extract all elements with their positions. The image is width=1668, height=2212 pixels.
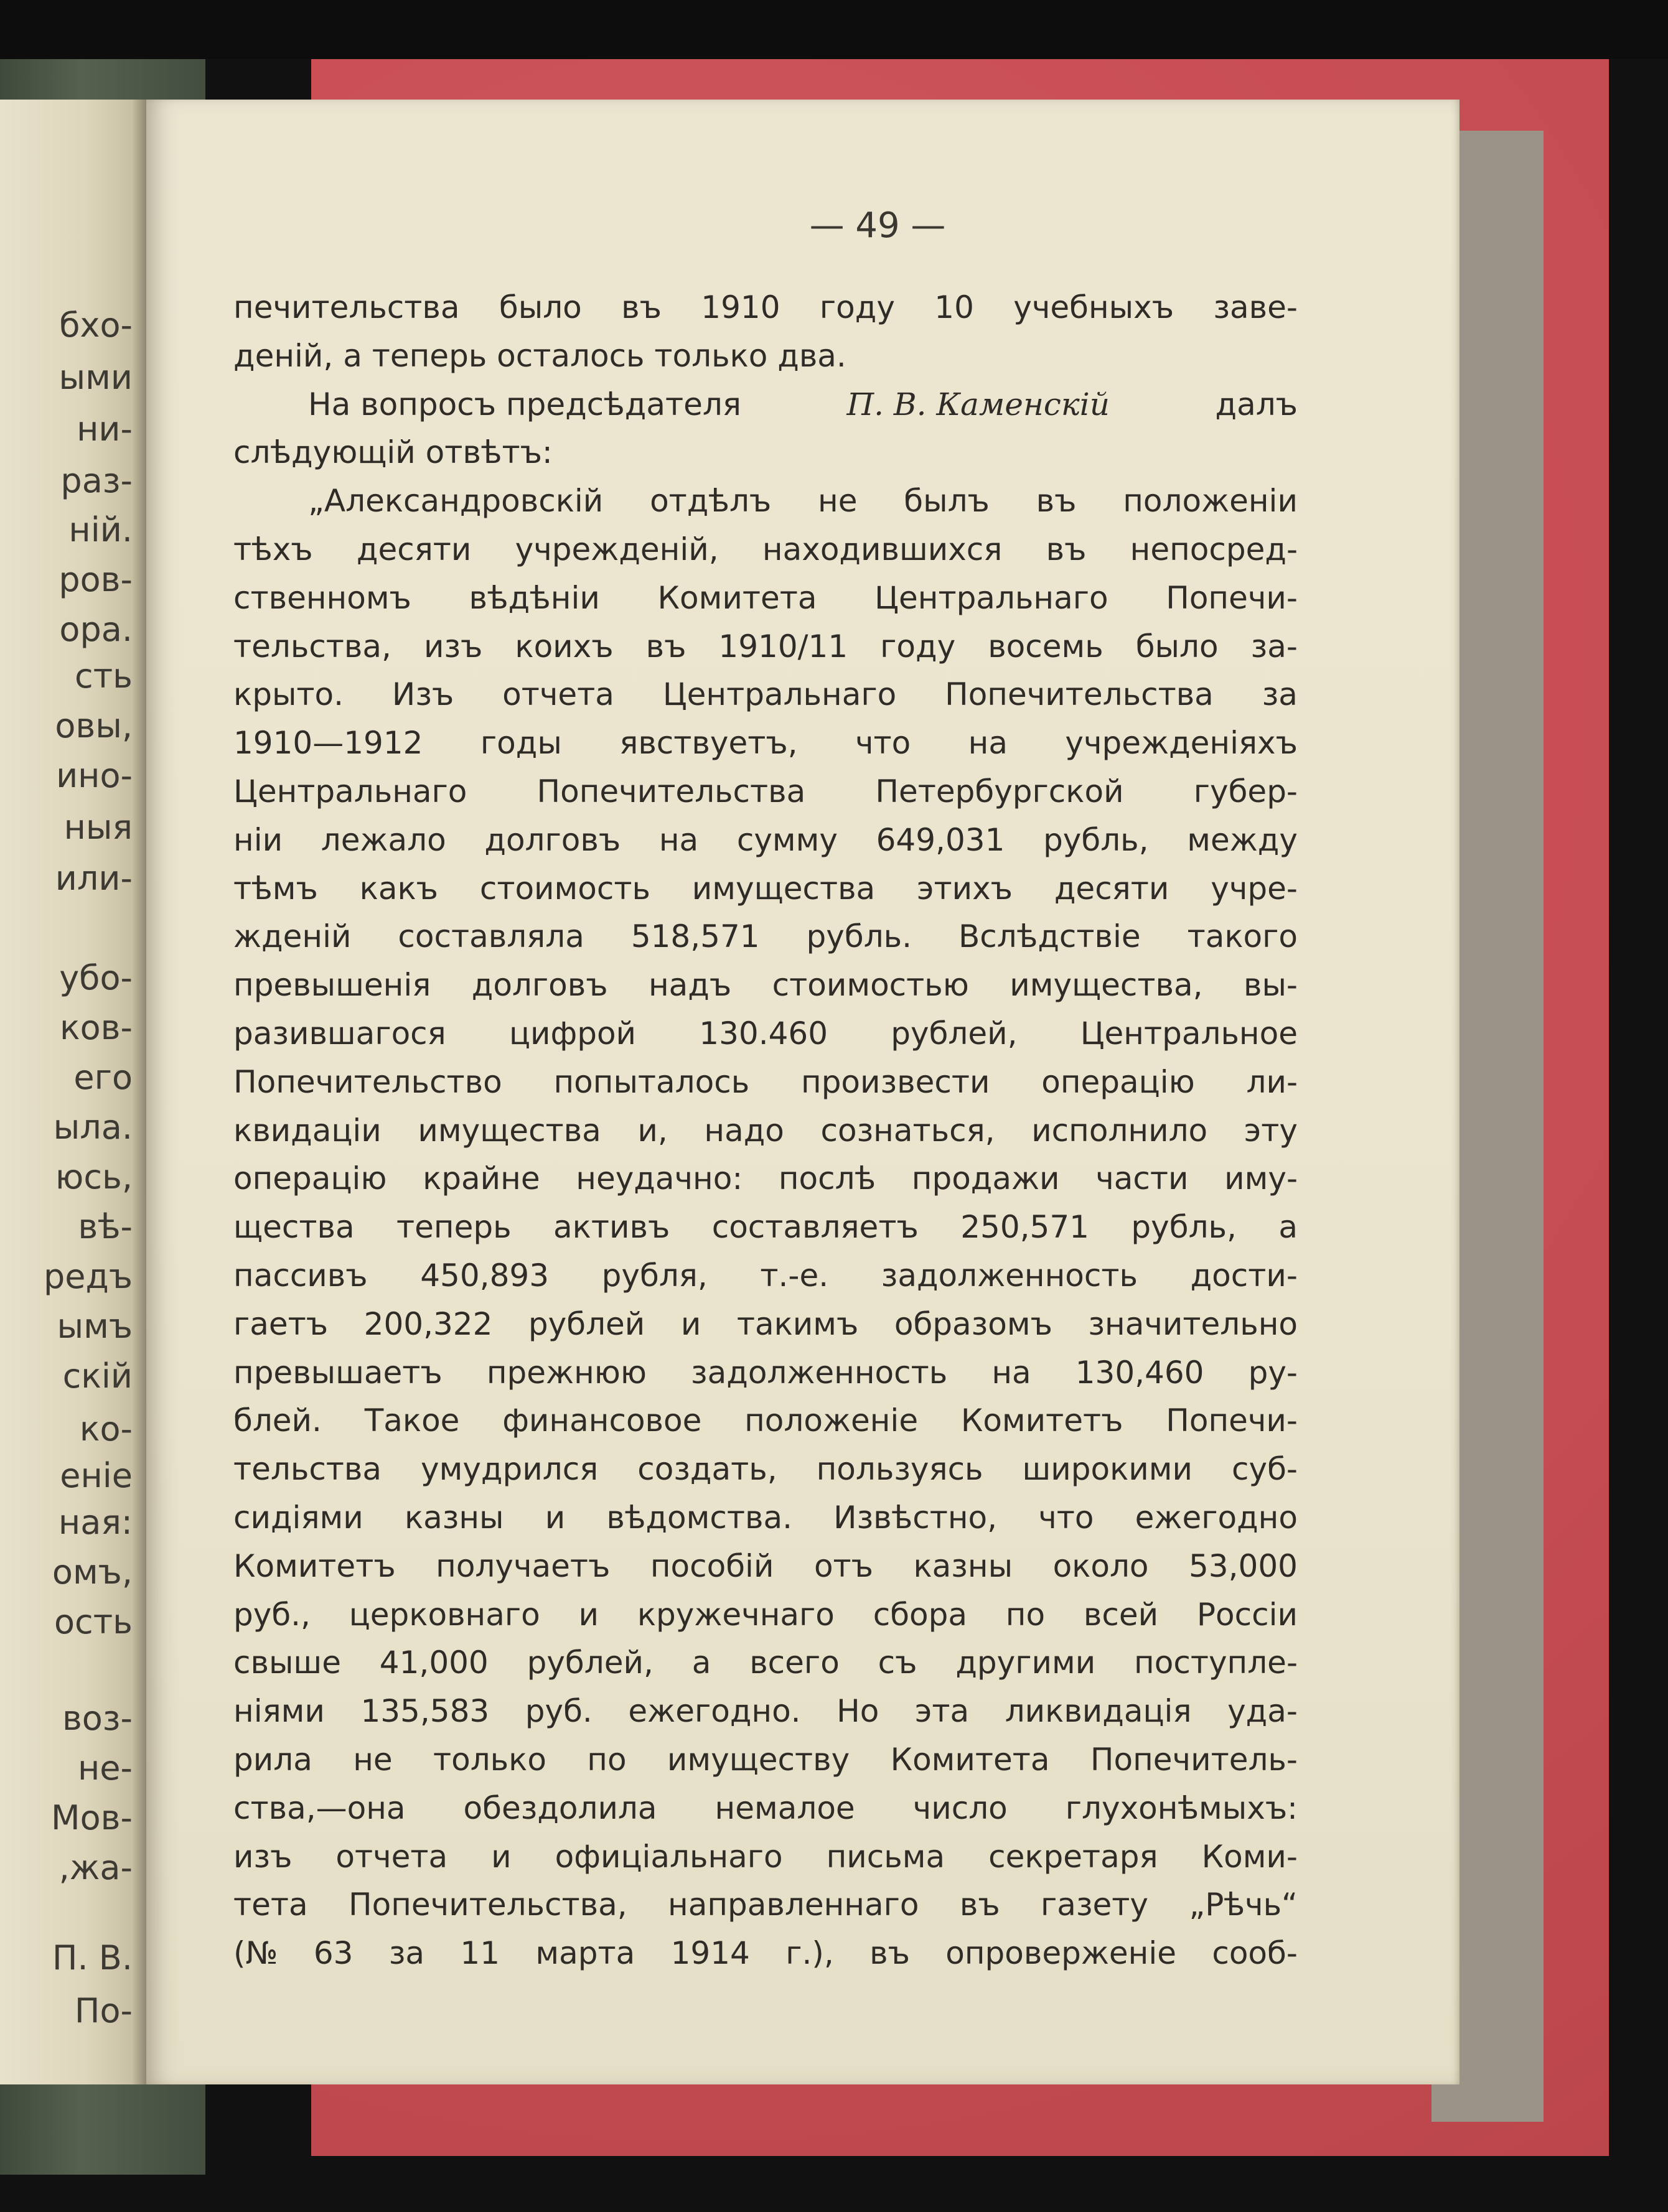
left-page-fragment: сть <box>75 656 133 696</box>
text-line: жденій составляла 518,571 рубль. Вслѣдствіе такого <box>233 918 1298 955</box>
left-page-fragment: ко- <box>79 1409 133 1449</box>
text-line: разившагося цифрой 130.460 рублей, Центральное <box>233 1015 1298 1052</box>
left-page-fragment: убо- <box>59 958 133 997</box>
text-line: рила не только по имуществу Комитета Попечитель- <box>233 1741 1298 1778</box>
left-page-fragment: ков- <box>60 1008 133 1047</box>
left-page-fragment: раз- <box>60 461 133 500</box>
text-line: свыше 41,000 рублей, а всего съ другими поступле- <box>233 1645 1298 1681</box>
text-line: ственномъ вѣдѣніи Комитета Центральнаго Попечи- <box>233 579 1298 616</box>
text-line: Комитетъ получаетъ пособій отъ казны около 53,000 <box>233 1547 1298 1584</box>
text-line: пассивъ 450,893 рубля, т.-е. задолженность дости- <box>233 1257 1298 1294</box>
text-line: блей. Такое финансовое положеніе Комитетъ Попечи- <box>233 1402 1298 1439</box>
text-line: тельства, изъ коихъ въ 1910/11 году восемь было за- <box>233 628 1298 665</box>
text-line: 1910—1912 годы явствуетъ, что на учрежденіяхъ <box>233 725 1298 762</box>
text-line: ніи лежало долговъ на сумму 649,031 рубль, между <box>233 821 1298 858</box>
text-line: тельства умудрился создать, пользуясь широкими суб- <box>233 1451 1298 1488</box>
left-page-fragment: скій <box>62 1356 133 1396</box>
text-line: изъ отчета и офиціальнаго письма секретаря Коми- <box>233 1838 1298 1875</box>
text-line: (№ 63 за 11 марта 1914 г.), въ опроверженіе сооб- <box>233 1935 1298 1972</box>
left-page-fragment: не- <box>77 1748 133 1788</box>
text-line: тѣмъ какъ стоимость имущества этихъ десяти учре- <box>233 870 1298 907</box>
text-line: На вопросъ предсѣдателя П. В. Каменскій далъ <box>233 381 1298 429</box>
right-page <box>146 100 1460 2084</box>
text-line: „Александровскій отдѣлъ не былъ въ положеніи <box>308 483 1298 520</box>
left-page-fragment: его <box>73 1058 133 1097</box>
text-line: операцію крайне неудачно: послѣ продажи части иму- <box>233 1160 1298 1197</box>
left-page-fragment: По- <box>74 1991 133 2030</box>
left-page-fragment: ора. <box>59 610 133 649</box>
text-line: деній, а теперь осталось только два. <box>233 337 846 374</box>
text-line: крыто. Изъ отчета Центральнаго Попечительства за <box>233 676 1298 713</box>
left-page-fragment: или- <box>55 859 133 898</box>
left-page-fragment: ,жа- <box>59 1848 133 1887</box>
left-page-fragment: ная: <box>58 1503 133 1542</box>
text-line: щества теперь активъ составляетъ 250,571 рубль, а <box>233 1209 1298 1246</box>
page-number: — 49 — <box>809 205 946 246</box>
text-line: Попечительство попыталось произвести операцію ли- <box>233 1063 1298 1100</box>
left-page-fragment: овы, <box>55 706 133 745</box>
left-page-fragment: ныя <box>63 808 133 847</box>
left-page-fragment: юсь, <box>55 1157 133 1197</box>
text-line: сидіями казны и вѣдомства. Извѣстно, что ежегодно <box>233 1499 1298 1536</box>
left-page-fragment: ымъ <box>57 1307 133 1346</box>
text-line: ства,—она обездолила немалое число глухонѣмыхъ: <box>233 1790 1298 1826</box>
body-text <box>233 284 1298 1978</box>
text-line: превышенія долговъ надъ стоимостью имущества, вы- <box>233 967 1298 1004</box>
text-line: Центральнаго Попечительства Петербургской губер- <box>233 773 1298 810</box>
left-page-fragment: ни- <box>77 409 133 449</box>
left-page-fragment: ній. <box>68 510 133 549</box>
left-page-fragment: ино- <box>56 756 133 795</box>
text-line: слѣдующій отвѣтъ: <box>233 434 553 471</box>
left-page <box>0 100 146 2084</box>
text-line: квидаціи имущества и, надо сознаться, исполнило эту <box>233 1112 1298 1149</box>
left-page-fragment: бхо- <box>59 306 133 345</box>
left-page-fragment: омъ, <box>52 1552 133 1592</box>
left-page-fragment: редъ <box>44 1257 133 1296</box>
text-line: гаетъ 200,322 рублей и такимъ образомъ значительно <box>233 1305 1298 1342</box>
text-line: печительства было въ 1910 году 10 учебныхъ заве- <box>233 289 1298 325</box>
text-line: превышаетъ прежнюю задолженность на 130,460 ру- <box>233 1354 1298 1391</box>
left-page-fragment: ров- <box>59 560 133 599</box>
left-page-fragment: ыла. <box>53 1108 133 1147</box>
left-page-fragment: еніе <box>60 1456 133 1495</box>
text-line: руб., церковнаго и кружечнаго сбора по всей Россіи <box>233 1596 1298 1633</box>
person-name: П. В. Каменскій <box>846 386 1110 422</box>
left-page-fragment: ыми <box>59 358 133 397</box>
text-line: тета Попечительства, направленнаго въ газету „Рѣчь“ <box>233 1887 1298 1923</box>
left-page-fragment: ость <box>54 1602 133 1641</box>
left-page-fragment: воз- <box>62 1699 133 1738</box>
text-line: тѣхъ десяти учрежденій, находившихся въ непосред- <box>233 531 1298 567</box>
text-line: ніями 135,583 руб. ежегодно. Но эта ликвидація уда- <box>233 1693 1298 1730</box>
left-page-fragment: вѣ- <box>78 1207 133 1246</box>
left-page-fragment: П. В. <box>52 1938 133 1977</box>
left-page-fragment: Мов- <box>51 1798 133 1837</box>
